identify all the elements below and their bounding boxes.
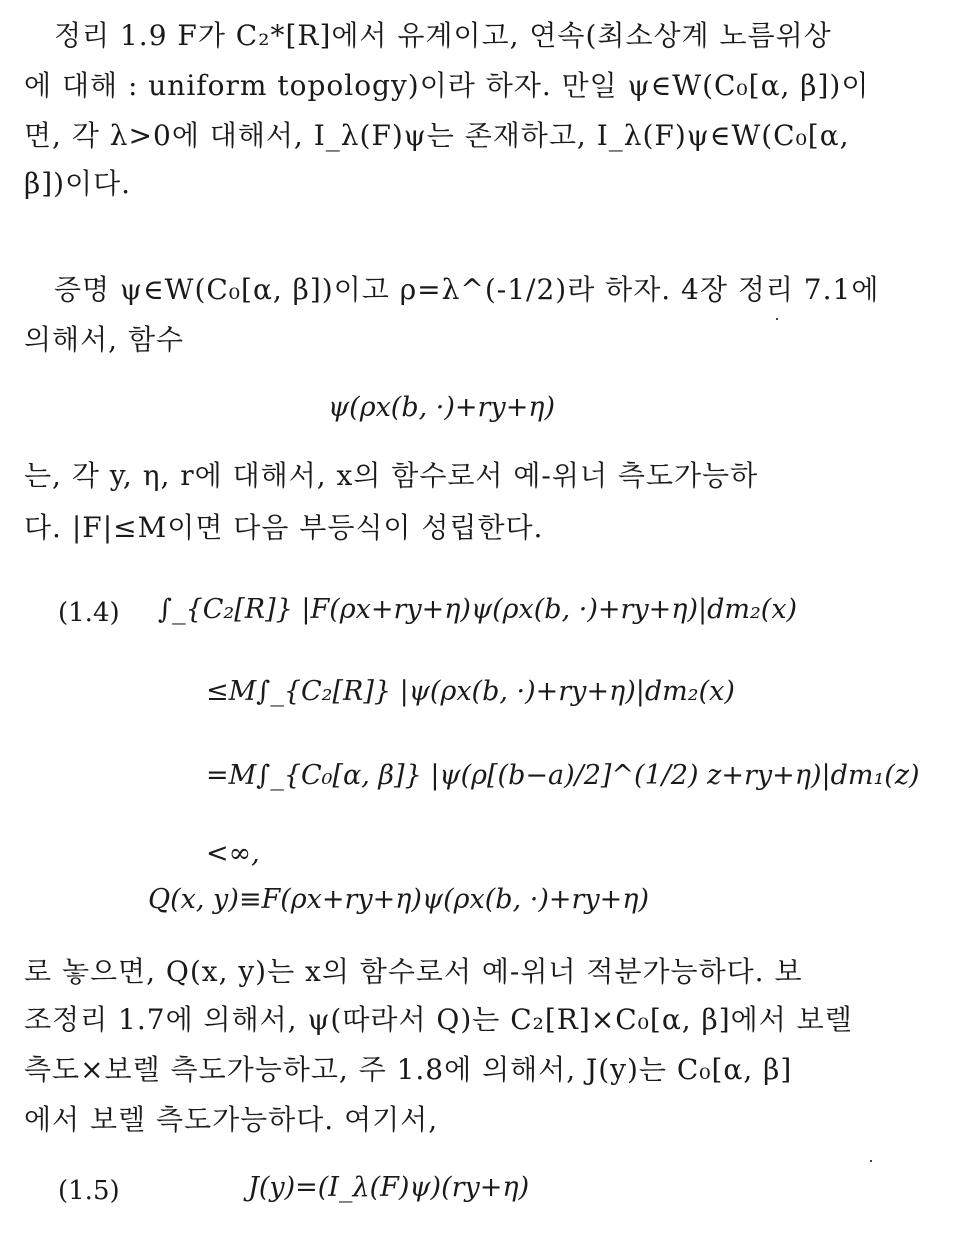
paragraph-2-line-1: 로 놓으면, Q(x, y)는 x의 함수로서 예-위너 적분가능하다. 보 <box>24 955 803 988</box>
proof-line-2: 의해서, 함수 <box>24 323 185 356</box>
theorem-line-3: 면, 각 λ>0에 대해서, I_λ(F)ψ는 존재하고, I_λ(F)ψ∈W(C₀[α, <box>24 119 850 152</box>
proof-line-3: 는, 각 y, η, r에 대해서, x의 함수로서 예-위너 측도가능하 <box>24 459 759 492</box>
scan-speck <box>870 1160 872 1162</box>
equation-label-1-4: (1.4) <box>58 598 120 628</box>
theorem-line-2: 에 대해 : uniform topology)이라 하자. 만일 ψ∈W(C₀[α, β])이 <box>24 69 870 102</box>
equation-1-4-line-2: ≤M∫_{C₂[R]} |ψ(ρx(b, ·)+ry+η)|dm₂(x) <box>206 676 735 707</box>
equation-1-5-body: J(y)=(I_λ(F)ψ)(ry+η) <box>248 1172 530 1203</box>
paragraph-2-line-2: 조정리 1.7에 의해서, ψ(따라서 Q)는 C₂[R]×C₀[α, β]에서 보렐 <box>24 1003 853 1036</box>
proof-line-4: 다. |F|≤M이면 다음 부등식이 성립한다. <box>24 511 544 544</box>
equation-1-4-line-3: =M∫_{C₀[α, β]} |ψ(ρ[(b−a)/2]^(1/2) z+ry+η)|dm₁(z) <box>206 760 920 791</box>
equation-q-definition: Q(x, y)≡F(ρx+ry+η)ψ(ρx(b, ·)+ry+η) <box>148 884 649 915</box>
equation-1-4-line-1: ∫_{C₂[R]} |F(ρx+ry+η)ψ(ρx(b, ·)+ry+η)|dm₂(x) <box>158 594 798 625</box>
equation-label-1-5: (1.5) <box>58 1176 120 1206</box>
scan-speck <box>776 318 778 320</box>
paragraph-2-line-3: 측도×보렐 측도가능하고, 주 1.8에 의해서, J(y)는 C₀[α, β] <box>24 1053 793 1086</box>
paragraph-2-line-4: 에서 보렐 측도가능하다. 여기서, <box>24 1103 439 1136</box>
theorem-line-4: β])이다. <box>24 167 132 200</box>
equation-1-4-line-4: <∞, <box>206 838 260 869</box>
theorem-line-1: 정리 1.9 F가 C₂*[R]에서 유계이고, 연속(최소상계 노름위상 <box>54 19 832 52</box>
proof-line-1: 증명 ψ∈W(C₀[α, β])이고 ρ=λ^(-1/2)라 하자. 4장 정리 7.1에 <box>54 273 880 306</box>
display-function: ψ(ρx(b, ·)+ry+η) <box>328 392 556 423</box>
